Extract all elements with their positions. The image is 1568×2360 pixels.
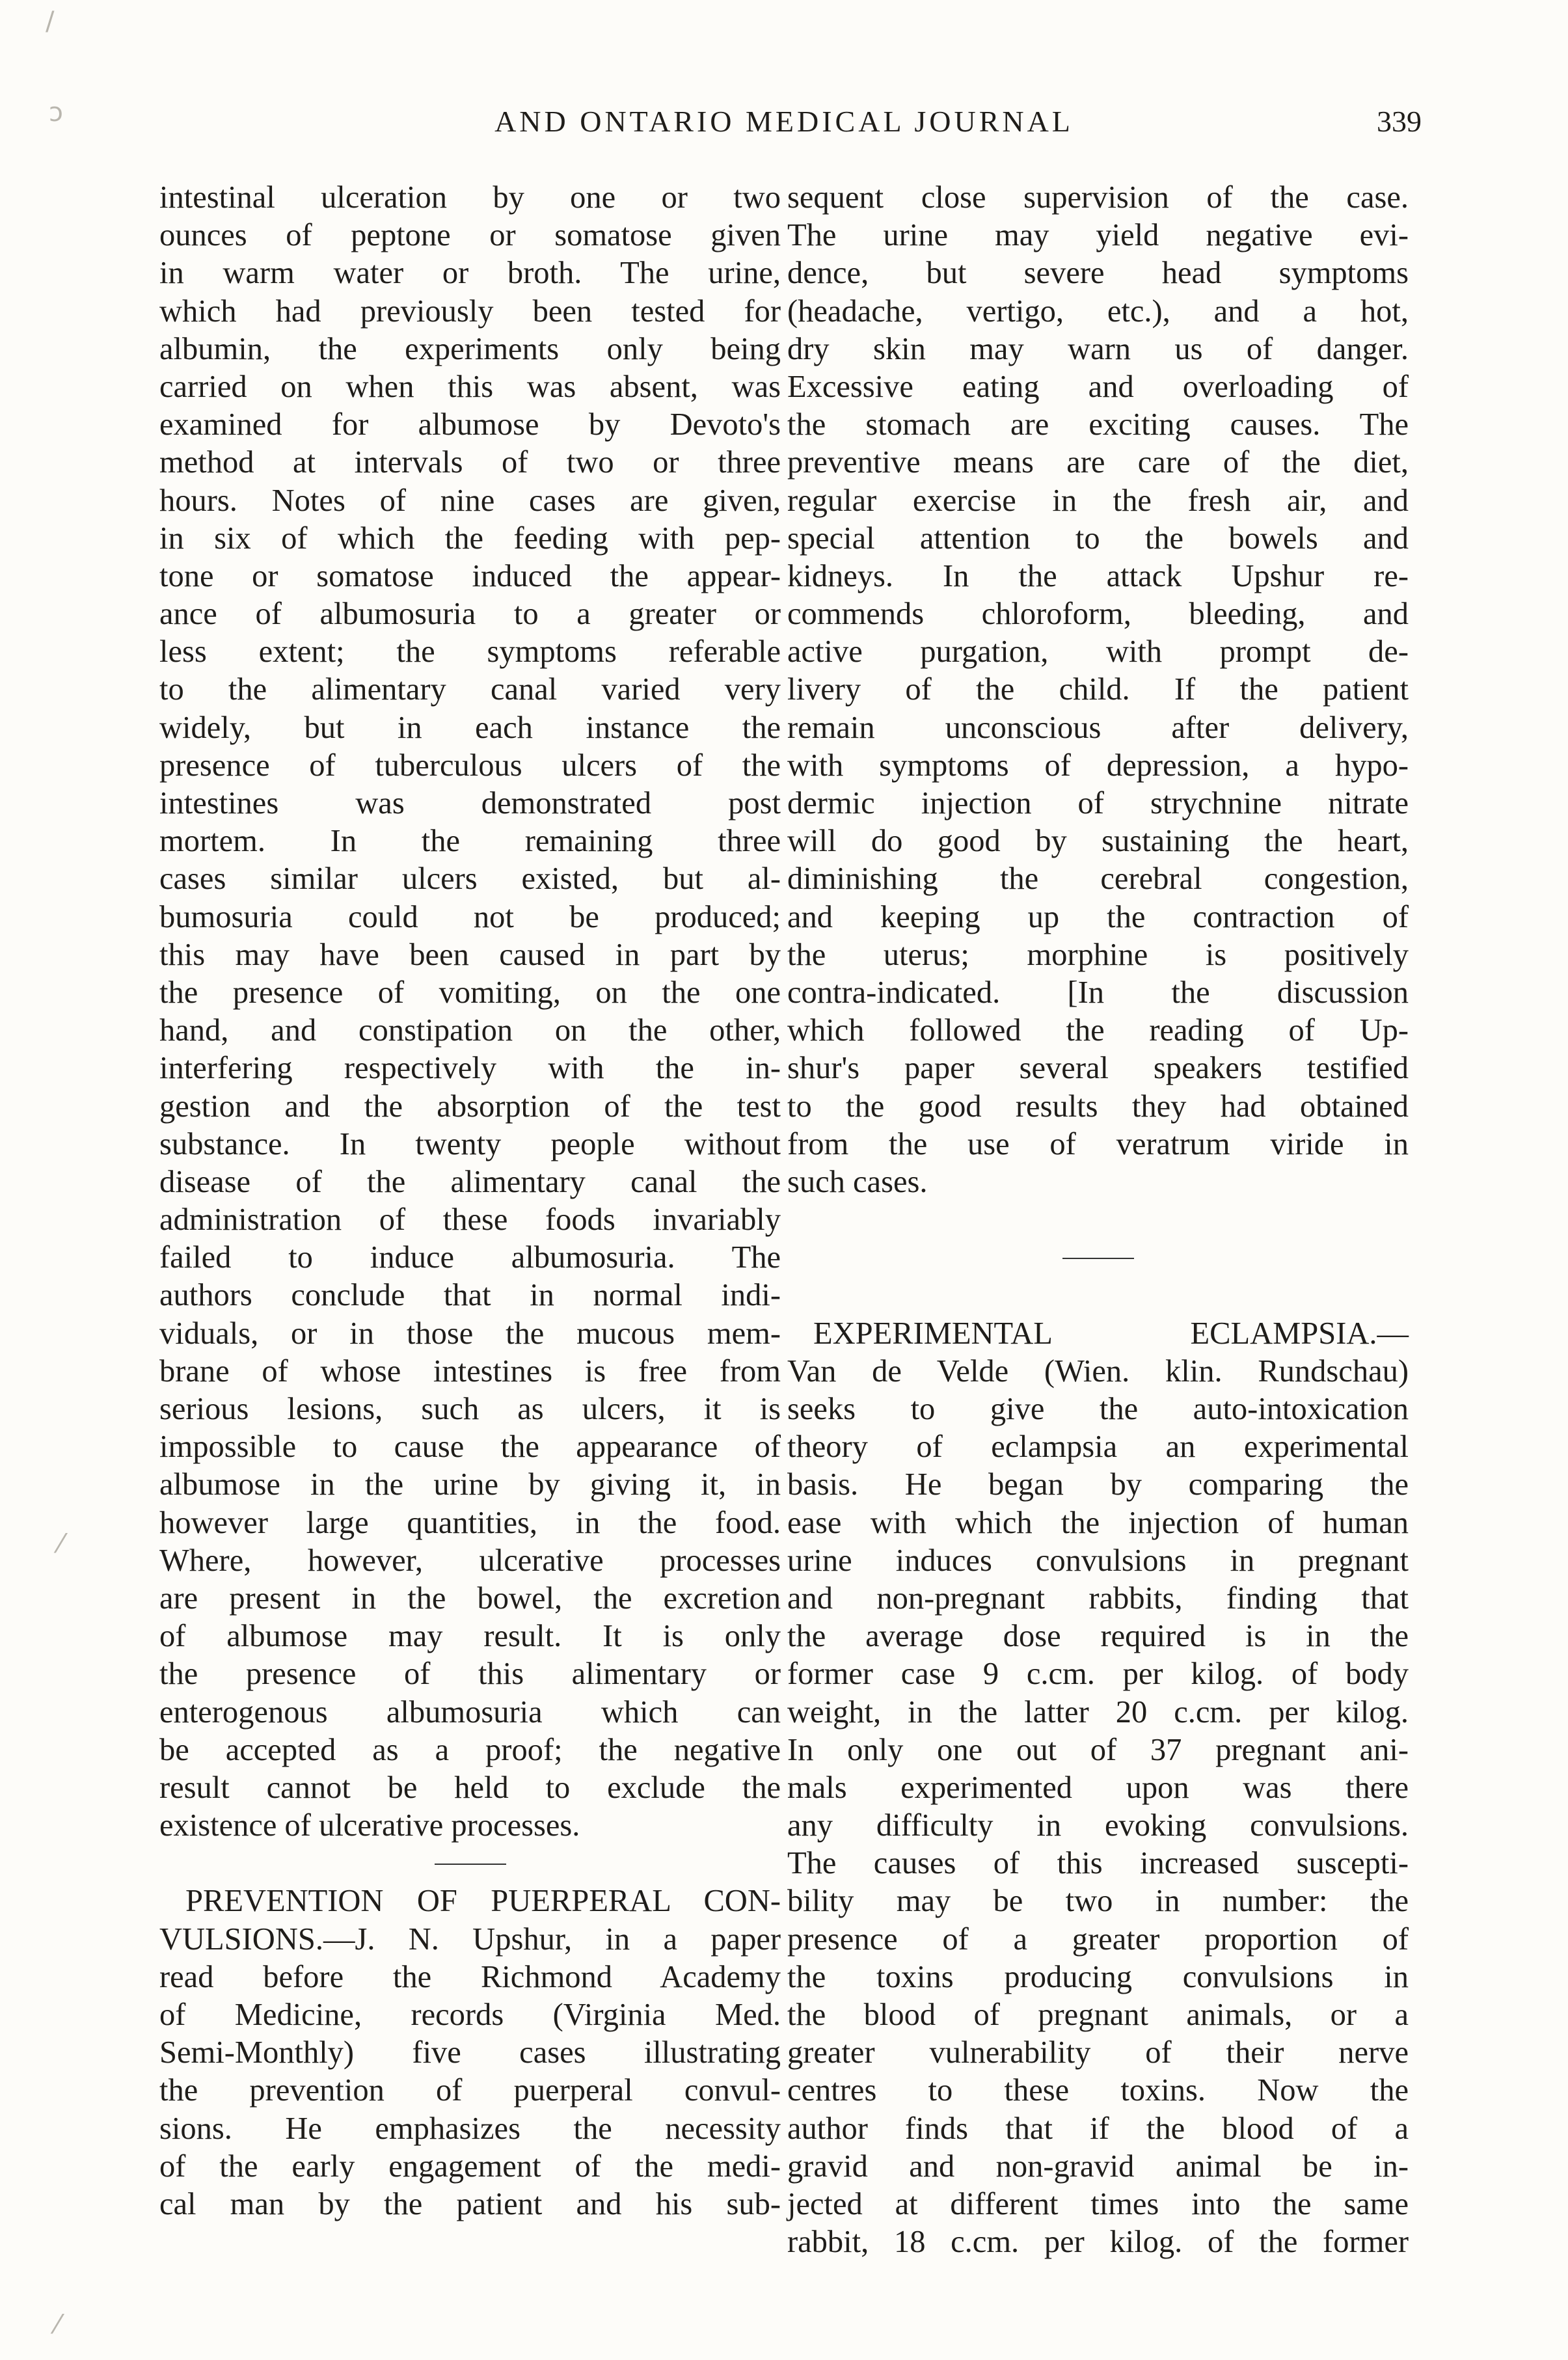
- text-line: seeks to give the auto-intoxication: [787, 1392, 1409, 1426]
- text-line: the average dose required is in the: [787, 1619, 1409, 1654]
- spacer: [787, 1277, 1409, 1314]
- text-line: dermic injection of strychnine nitrate: [787, 786, 1409, 821]
- section-heading-text: PREVENTION OF PUERPERAL CON-: [185, 1884, 781, 1919]
- text-line: less extent; the symptoms referable: [159, 634, 781, 670]
- text-line: commends chloroform, bleeding, and: [787, 597, 1409, 632]
- text-line: carried on when this was absent, was: [159, 369, 781, 404]
- left-article-body: [159, 179, 781, 1845]
- text-line: the stomach are exciting causes. The: [787, 407, 1409, 442]
- text-line: presence of a greater proportion of: [787, 1921, 1409, 1957]
- text-line: serious lesions, such as ulcers, it is: [159, 1392, 781, 1426]
- text-line: greater vulnerability of their nerve: [787, 2035, 1409, 2070]
- text-line: basis. He began by comparing the: [787, 1467, 1409, 1502]
- text-line: examined for albumose by Devoto's: [159, 407, 781, 442]
- text-line: Van de Velde (Wien. klin. Rundschau): [787, 1353, 1409, 1389]
- text-line: authors conclude that in normal indi-: [159, 1278, 781, 1313]
- text-line: will do good by sustaining the heart,: [787, 824, 1409, 859]
- text-line: weight, in the latter 20 c.cm. per kilog.: [787, 1694, 1409, 1729]
- text-line: Semi-Monthly) five cases illustrating: [159, 2035, 781, 2070]
- text-line: the blood of pregnant animals, or a: [787, 1998, 1409, 2032]
- text-line: albumin, the experiments only being: [159, 331, 781, 366]
- text-line: enterogenous albumosuria which can: [159, 1694, 781, 1729]
- section-heading-text: EXPERIMENTAL ECLAMPSIA.—: [813, 1316, 1409, 1351]
- section-divider: [159, 1845, 781, 1882]
- text-line: which followed the reading of Up-: [787, 1013, 1409, 1048]
- text-line: special attention to the bowels and: [787, 521, 1409, 556]
- text-line: bility may be two in number: the: [787, 1884, 1409, 1919]
- text-line: presence of tuberculous ulcers of the: [159, 748, 781, 783]
- text-line: failed to induce albumosuria. The: [159, 1240, 781, 1275]
- text-line: hand, and constipation on the other,: [159, 1013, 781, 1048]
- text-line: interfering respectively with the in-: [159, 1051, 781, 1086]
- section-heading: [787, 1315, 1409, 1353]
- text-line: widely, but in each instance the: [159, 710, 781, 745]
- section-heading: [159, 1882, 781, 1920]
- page-header: [0, 104, 1568, 150]
- text-line: mortem. In the remaining three: [159, 824, 781, 859]
- text-line: hours. Notes of nine cases are given,: [159, 483, 781, 518]
- text-line: diminishing the cerebral congestion,: [787, 861, 1409, 897]
- spacer: [787, 1201, 1409, 1239]
- experimental-eclampsia-article: [787, 1315, 1409, 2262]
- text-line: existence of ulcerative processes.: [159, 1808, 580, 1843]
- text-line: gravid and non-gravid animal be in-: [787, 2149, 1409, 2184]
- text-line: are present in the bowel, the excretion: [159, 1580, 781, 1616]
- text-line: of the early engagement of the medi-: [159, 2149, 781, 2184]
- text-line: of albumose may result. It is only: [159, 1619, 781, 1654]
- text-line: mals experimented upon was there: [787, 1770, 1409, 1805]
- text-line: administration of these foods invariably: [159, 1202, 781, 1238]
- text-line: any difficulty in evoking convulsions.: [787, 1808, 1409, 1843]
- text-line: result cannot be held to exclude the: [159, 1770, 781, 1805]
- text-line: method at intervals of two or three: [159, 445, 781, 480]
- right-column: [787, 179, 1409, 2261]
- text-line: remain unconscious after delivery,: [787, 710, 1409, 745]
- text-line: albumose in the urine by giving it, in: [159, 1467, 781, 1502]
- text-line: the presence of this alimentary or: [159, 1657, 781, 1692]
- text-line: viduals, or in those the mucous mem-: [159, 1316, 781, 1351]
- text-line: bumosuria could not be produced;: [159, 899, 781, 934]
- text-line: from the use of veratrum viride in: [787, 1126, 1409, 1161]
- text-line: intestinal ulceration by one or two: [159, 180, 781, 215]
- right-article-body: [787, 179, 1409, 1201]
- text-line: in six of which the feeding with pep-: [159, 521, 781, 556]
- text-line: urine induces convulsions in pregnant: [787, 1543, 1409, 1578]
- text-line: the prevention of puerperal convul-: [159, 2073, 781, 2108]
- text-line: which had previously been tested for: [159, 293, 781, 329]
- text-line: regular exercise in the fresh air, and: [787, 483, 1409, 518]
- text-line: substance. In twenty people without: [159, 1126, 781, 1161]
- text-line: Excessive eating and overloading of: [787, 369, 1409, 404]
- scan-mark: ⁄: [59, 1529, 63, 1559]
- text-line: this may have been caused in part by: [159, 937, 781, 972]
- text-line: dence, but severe head symptoms: [787, 256, 1409, 291]
- text-line: dry skin may warn us of danger.: [787, 331, 1409, 366]
- text-line: disease of the alimentary canal the: [159, 1164, 781, 1199]
- text-line: such cases.: [787, 1164, 928, 1199]
- text-line: The causes of this increased suscepti-: [787, 1846, 1409, 1881]
- text-line: the presence of vomiting, on the one: [159, 975, 781, 1010]
- text-line: to the good results they had obtained: [787, 1089, 1409, 1124]
- text-line: theory of eclampsia an experimental: [787, 1430, 1409, 1465]
- text-line: kidneys. In the attack Upshur re-: [787, 558, 1409, 593]
- text-line: brane of whose intestines is free from: [159, 1353, 781, 1389]
- text-line: VULSIONS.—J. N. Upshur, in a paper: [159, 1921, 781, 1957]
- text-line: ounces of peptone or somatose given: [159, 218, 781, 253]
- text-line: Where, however, ulcerative processes: [159, 1543, 781, 1578]
- text-line: the toxins producing convulsions in: [787, 1959, 1409, 1994]
- text-line: tone or somatose induced the appear-: [159, 558, 781, 593]
- text-line: sions. He emphasizes the necessity: [159, 2111, 781, 2146]
- text-line: intestines was demonstrated post: [159, 786, 781, 821]
- text-line: rabbit, 18 c.cm. per kilog. of the former: [787, 2225, 1409, 2260]
- text-line: active purgation, with prompt de-: [787, 634, 1409, 670]
- text-line: with symptoms of depression, a hypo-: [787, 748, 1409, 783]
- text-line: however large quantities, in the food.: [159, 1505, 781, 1540]
- text-line: The urine may yield negative evi-: [787, 218, 1409, 253]
- text-line: cases similar ulcers existed, but al-: [159, 861, 781, 897]
- text-line: of Medicine, records (Virginia Med.: [159, 1998, 781, 2032]
- scan-mark: ↄ: [49, 98, 63, 128]
- text-line: ease with which the injection of human: [787, 1505, 1409, 1540]
- text-line: impossible to cause the appearance of: [159, 1430, 781, 1465]
- text-line: the uterus; morphine is positively: [787, 937, 1409, 972]
- text-line: and non-pregnant rabbits, finding that: [787, 1580, 1409, 1616]
- text-line: cal man by the patient and his sub-: [159, 2186, 781, 2221]
- text-line: in warm water or broth. The urine,: [159, 256, 781, 291]
- text-line: be accepted as a proof; the negative: [159, 1732, 781, 1767]
- text-line: gestion and the absorption of the test: [159, 1089, 781, 1124]
- left-column: [159, 179, 781, 2223]
- text-line: author finds that if the blood of a: [787, 2111, 1409, 2146]
- text-line: centres to these toxins. Now the: [787, 2073, 1409, 2108]
- text-line: livery of the child. If the patient: [787, 672, 1409, 707]
- text-line: ance of albumosuria to a greater or: [159, 597, 781, 632]
- text-line: sequent close supervision of the case.: [787, 180, 1409, 215]
- text-line: to the alimentary canal varied very: [159, 672, 781, 707]
- text-line: In only one out of 37 pregnant ani-: [787, 1732, 1409, 1767]
- text-line: contra-indicated. [In the discussion: [787, 975, 1409, 1010]
- running-head: AND ONTARIO MEDICAL JOURNAL: [494, 105, 1074, 138]
- puerperal-convulsions-article: [159, 1882, 781, 2223]
- text-line: jected at different times into the same: [787, 2186, 1409, 2221]
- scan-mark: ⁄: [55, 2310, 60, 2340]
- text-line: preventive means are care of the diet,: [787, 445, 1409, 480]
- text-line: former case 9 c.cm. per kilog. of body: [787, 1657, 1409, 1692]
- page-number: 339: [1377, 105, 1422, 138]
- text-line: shur's paper several speakers testified: [787, 1051, 1409, 1086]
- text-line: (headache, vertigo, etc.), and a hot,: [787, 293, 1409, 329]
- text-line: and keeping up the contraction of: [787, 899, 1409, 934]
- scan-mark: /: [46, 7, 55, 36]
- text-line: read before the Richmond Academy: [159, 1959, 781, 1994]
- section-divider: [787, 1239, 1409, 1277]
